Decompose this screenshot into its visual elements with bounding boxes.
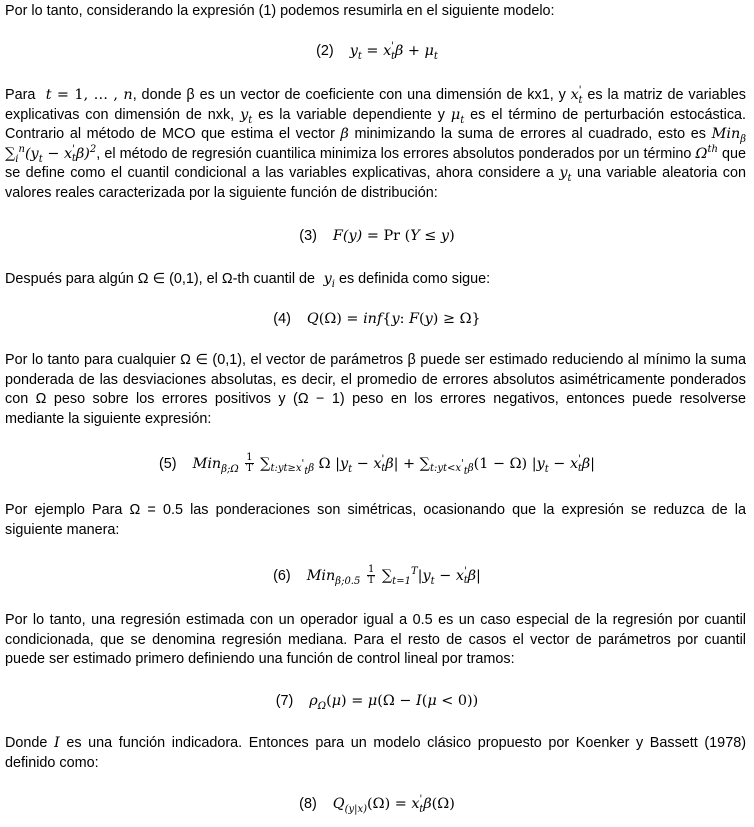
paragraph-3: Después para algún Ω ∈ (0,1), el Ω-th cuantil de $y_i$ es definida como sigue: [5, 271, 491, 290]
equation-number: (7) [275, 693, 294, 709]
equation-body: Min$_{\beta;\Omega}$ $\frac{1}{T}$ $\sum_{t:yt\ge x'_t\beta}$ Ω $|y_t - x'_t\beta| + \sum_{t:yt<x'_t\beta}(1 - \Omega) |y_t - x'_t\beta|$ [192, 452, 596, 478]
paragraph-1: Por lo tanto, considerando la expresión (1) podemos resumirla en el siguiente modelo: [5, 3, 555, 19]
equation-2 [0, 42, 754, 62]
equation-7 [0, 692, 754, 712]
equation-number: (4) [273, 311, 291, 327]
equation-number: (6) [273, 567, 291, 584]
equation-number: (3) [299, 228, 317, 244]
equation-body: $y_t = x'_t\beta + \mu_t$ [349, 41, 438, 62]
paragraph-7: Donde I es una función indicadora. Entonces para un modelo clásico propuesto por Koenker y Bassett (1978) definido como: [5, 735, 746, 771]
equation-4 [0, 310, 754, 330]
paragraph-4: Por lo tanto para cualquier Ω ∈ (0,1), el vector de parámetros β puede ser estimado reduciendo al mínimo la suma ponderada de las desviaciones absolutas, es decir, el promedio de errores absolutos asimétricamente ponderados con Ω peso sobre los errores positivos y (Ω − 1) peso en los errores negativos, entonces puede resolverse mediante la siguiente expresión: [5, 352, 746, 427]
equation-body: Min$_{\beta;0.5}$ $\frac{1}{T}$ $\sum_{t=1}^T|y_t - x'_t\beta|$ [306, 564, 481, 587]
paragraph-5: Por ejemplo Para Ω = 0.5 las ponderaciones son simétricas, ocasionando que la expresión se reduzca de la siguiente manera: [5, 502, 746, 538]
equation-5 [0, 452, 754, 478]
equation-number: (8) [299, 796, 317, 812]
paragraph-2: Para t = 1, … , n, donde β es un vector de coeficiente con una dimensión de kx1, y $x'_t$ es la matriz de variables explicativas con dimensión de nxk, $y_t$ es la variable dependiente y $\mu_t$ es el término de perturbación estocástica. Contrario al método de MCO que estima el vector β minimizando la suma de errores al cuadrado, esto es Min$_\beta$ $\sum_i^n(y_t - x'_t\beta)^2$, el método de regresión cuantilica minimiza los errores absolutos ponderados por un término $\Omega^{th}$ que se define como el cuantil condicional a las variables explicativas, ahora considere a $y_t$ una variable aleatoria con valores reales caracterizada por la siguiente función de distribución: [5, 85, 747, 201]
equation-body: $\rho_\Omega(\mu) = \mu(\Omega - I(\mu < 0))$ [309, 693, 479, 712]
equation-6 [0, 565, 754, 586]
equation-8 [0, 795, 754, 815]
equation-3 [0, 227, 754, 247]
paragraph-6: Por lo tanto, una regresión estimada con un operador igual a 0.5 es un caso especial de la regresión por cuantil condicionada, que se denomina regresión mediana. Para el resto de casos el vector de parámetros por cuantil puede ser estimado primero definiendo una función de control lineal por tramos: [5, 612, 746, 667]
equation-body: $Q_{(y|x)}(\Omega) = x'_t\beta(\Omega)$ [332, 794, 455, 815]
equation-body: F(y) = Pr (Y ≤ y) [332, 228, 455, 244]
equation-number: (5) [158, 455, 177, 472]
equation-number: (2) [316, 43, 334, 59]
equation-body: Q(Ω) = inf{y: F(y) ≥ Ω} [306, 311, 481, 327]
